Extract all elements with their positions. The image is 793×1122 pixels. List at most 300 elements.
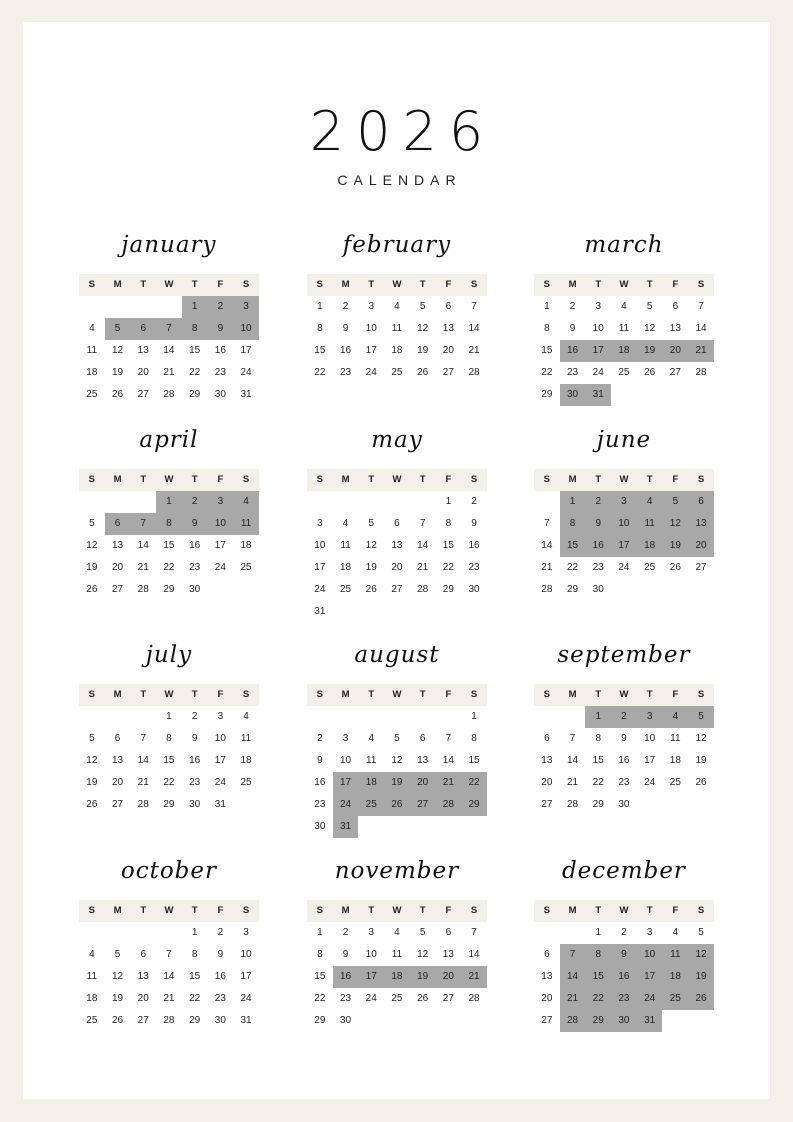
month-september: [534, 642, 714, 842]
day-cell: 7: [569, 733, 576, 744]
day-cell: 15: [468, 755, 480, 766]
weekday-header: T: [646, 689, 653, 700]
day-cell: 28: [417, 584, 429, 595]
weekday-header: S: [88, 905, 96, 916]
day-cell: 14: [417, 540, 429, 551]
day-cell: 14: [468, 949, 480, 960]
weekday-header: S: [88, 474, 96, 485]
day-cell: 12: [417, 323, 429, 334]
day-cell: 21: [163, 993, 175, 1004]
day-cell: 16: [566, 345, 579, 356]
weekday-header: F: [445, 689, 452, 700]
day-cell: 30: [214, 389, 226, 400]
day-cell: 15: [566, 540, 579, 551]
day-cell: 7: [445, 733, 452, 744]
day-cell: 26: [111, 1015, 124, 1026]
day-cell: 26: [644, 367, 656, 378]
day-cell: 24: [339, 799, 352, 810]
day-cell: 23: [189, 777, 201, 788]
month-october: [79, 858, 259, 1058]
day-cell: 22: [163, 562, 175, 573]
day-cell: 19: [644, 345, 656, 356]
day-cell: 22: [314, 367, 326, 378]
weekday-header: T: [140, 905, 147, 916]
day-cell: 14: [541, 540, 553, 551]
day-cell: 13: [442, 949, 454, 960]
weekday-header: F: [672, 689, 679, 700]
day-cell: 19: [417, 345, 429, 356]
day-cell: 1: [569, 496, 576, 507]
day-cell: 9: [621, 733, 627, 744]
day-cell: 10: [644, 733, 656, 744]
weekday-header: T: [646, 905, 653, 916]
day-cell: 16: [214, 345, 226, 356]
day-cell: 9: [621, 949, 627, 960]
day-cell: 19: [86, 562, 98, 573]
day-cell: 20: [695, 540, 707, 551]
day-cell: 19: [695, 971, 707, 982]
day-cell: 31: [644, 1015, 656, 1026]
weekday-header: S: [242, 279, 250, 290]
day-cell: 13: [417, 755, 429, 766]
day-cell: 20: [391, 562, 403, 573]
day-cell: 12: [695, 733, 707, 744]
day-cell: 12: [86, 540, 98, 551]
day-cell: 10: [240, 323, 252, 334]
day-cell: 15: [541, 345, 553, 356]
weekday-header: T: [595, 474, 602, 485]
day-cell: 13: [541, 755, 553, 766]
day-cell: 1: [191, 301, 198, 312]
day-cell: 24: [240, 993, 252, 1004]
day-cell: 8: [317, 323, 323, 334]
day-cell: 21: [417, 562, 429, 573]
calendar-subtitle: CALENDAR: [337, 172, 462, 188]
day-cell: 12: [669, 518, 681, 529]
weekday-header: M: [113, 279, 122, 290]
month-name: march: [584, 232, 664, 258]
day-cell: 20: [417, 777, 429, 788]
day-cell: 13: [111, 755, 124, 766]
day-cell: 7: [471, 927, 477, 938]
day-cell: 28: [541, 584, 553, 595]
day-cell: 25: [365, 799, 377, 810]
day-cell: 27: [442, 367, 454, 378]
day-cell: 24: [214, 777, 226, 788]
weekday-header: S: [242, 689, 250, 700]
day-cell: 21: [695, 345, 707, 356]
day-cell: 6: [114, 733, 121, 744]
weekday-header: T: [140, 279, 147, 290]
day-cell: 30: [592, 584, 604, 595]
day-cell: 9: [217, 323, 224, 334]
day-cell: 28: [137, 584, 149, 595]
weekday-header: F: [217, 474, 224, 485]
day-cell: 4: [243, 496, 249, 507]
day-cell: 13: [137, 345, 149, 356]
weekday-header: T: [419, 689, 426, 700]
day-cell: 9: [342, 949, 349, 960]
day-cell: 16: [618, 971, 630, 982]
day-cell: 29: [189, 1015, 201, 1026]
day-cell: 20: [442, 345, 454, 356]
day-cell: 29: [163, 584, 175, 595]
day-cell: 2: [317, 733, 323, 744]
day-cell: 29: [566, 584, 579, 595]
day-cell: 1: [317, 927, 323, 938]
day-cell: 10: [592, 323, 604, 334]
day-cell: 6: [544, 733, 550, 744]
day-cell: 3: [317, 518, 323, 529]
day-cell: 23: [189, 562, 201, 573]
day-cell: 22: [442, 562, 454, 573]
day-cell: 5: [698, 711, 704, 722]
day-cell: 11: [86, 345, 98, 356]
weekday-header: M: [341, 689, 350, 700]
day-cell: 3: [646, 927, 653, 938]
day-cell: 27: [541, 799, 553, 810]
day-cell: 7: [419, 518, 426, 529]
day-cell: 27: [111, 799, 124, 810]
day-cell: 4: [89, 949, 95, 960]
weekday-header: S: [470, 905, 478, 916]
day-cell: 4: [621, 301, 627, 312]
weekday-header: W: [164, 279, 174, 290]
day-cell: 28: [566, 1015, 579, 1026]
day-cell: 17: [644, 755, 656, 766]
day-cell: 19: [417, 971, 429, 982]
day-cell: 1: [166, 711, 172, 722]
day-cell: 18: [618, 345, 630, 356]
day-cell: 25: [240, 562, 252, 573]
day-cell: 17: [339, 777, 352, 788]
weekday-header: W: [392, 279, 402, 290]
day-cell: 23: [592, 562, 604, 573]
day-cell: 26: [365, 584, 377, 595]
weekday-header: T: [140, 689, 147, 700]
day-cell: 4: [394, 927, 400, 938]
day-cell: 30: [618, 799, 630, 810]
day-cell: 3: [368, 927, 375, 938]
day-cell: 19: [111, 367, 124, 378]
day-cell: 20: [137, 993, 149, 1004]
day-cell: 16: [189, 540, 201, 551]
day-cell: 24: [214, 562, 226, 573]
day-cell: 17: [240, 345, 252, 356]
day-cell: 24: [314, 584, 326, 595]
day-cell: 27: [137, 389, 149, 400]
weekday-header: S: [470, 474, 478, 485]
day-cell: 29: [592, 1015, 604, 1026]
day-cell: 16: [339, 971, 352, 982]
day-cell: 29: [189, 389, 201, 400]
weekday-header: T: [419, 474, 426, 485]
day-cell: 1: [191, 927, 198, 938]
day-cell: 23: [618, 993, 630, 1004]
day-cell: 20: [442, 971, 454, 982]
weekday-header: F: [445, 905, 452, 916]
day-cell: 7: [471, 301, 477, 312]
day-cell: 20: [111, 777, 124, 788]
weekday-header: M: [568, 689, 577, 700]
day-cell: 5: [114, 949, 121, 960]
weekday-header: F: [672, 279, 679, 290]
day-cell: 21: [566, 777, 579, 788]
day-cell: 13: [695, 518, 707, 529]
day-cell: 14: [442, 755, 454, 766]
day-cell: 26: [417, 367, 429, 378]
day-cell: 24: [644, 777, 656, 788]
day-cell: 9: [342, 323, 349, 334]
weekday-header: W: [619, 474, 629, 485]
day-cell: 13: [111, 540, 124, 551]
day-cell: 17: [214, 755, 226, 766]
day-cell: 21: [468, 971, 480, 982]
day-cell: 4: [342, 518, 349, 529]
day-cell: 14: [566, 971, 579, 982]
day-cell: 7: [140, 733, 147, 744]
weekday-header: W: [164, 905, 174, 916]
weekday-header: T: [595, 905, 602, 916]
day-cell: 11: [366, 755, 377, 766]
day-cell: 1: [445, 496, 452, 507]
weekday-header: M: [568, 474, 577, 485]
day-cell: 1: [595, 711, 602, 722]
weekday-header: F: [217, 689, 224, 700]
day-cell: 10: [314, 540, 326, 551]
day-cell: 22: [189, 993, 201, 1004]
day-cell: 14: [137, 540, 149, 551]
weekday-header: W: [164, 689, 174, 700]
month-name: april: [139, 427, 199, 453]
weekday-header: M: [341, 905, 350, 916]
day-cell: 17: [592, 345, 604, 356]
day-cell: 7: [166, 949, 172, 960]
day-cell: 13: [391, 540, 403, 551]
weekday-header: M: [113, 905, 122, 916]
weekday-header: T: [595, 279, 602, 290]
day-cell: 11: [618, 323, 630, 334]
day-cell: 11: [391, 949, 403, 960]
day-cell: 3: [243, 301, 249, 312]
day-cell: 13: [541, 971, 553, 982]
day-cell: 8: [471, 733, 477, 744]
weekday-header: S: [697, 279, 705, 290]
day-cell: 28: [163, 1015, 175, 1026]
day-cell: 5: [419, 301, 426, 312]
day-cell: 30: [468, 584, 480, 595]
day-cell: 10: [339, 755, 352, 766]
weekday-header-row: [307, 684, 487, 706]
day-cell: 9: [191, 733, 198, 744]
day-cell: 28: [566, 799, 579, 810]
weekday-header: S: [543, 689, 551, 700]
day-cell: 29: [163, 799, 175, 810]
day-cell: 25: [240, 777, 252, 788]
day-cell: 5: [89, 733, 95, 744]
day-cell: 16: [468, 540, 480, 551]
day-cell: 19: [111, 993, 124, 1004]
day-cell: 25: [669, 777, 681, 788]
weekday-header: S: [543, 279, 551, 290]
weekday-header: S: [543, 905, 551, 916]
day-cell: 23: [214, 993, 226, 1004]
day-cell: 31: [339, 821, 352, 832]
weekday-header-row: [534, 684, 714, 706]
weekday-header: S: [470, 279, 478, 290]
day-cell: 6: [698, 496, 704, 507]
day-cell: 11: [240, 518, 252, 529]
day-cell: 23: [566, 367, 579, 378]
day-cell: 4: [368, 733, 375, 744]
day-cell: 25: [391, 993, 403, 1004]
day-cell: 19: [695, 755, 707, 766]
day-cell: 2: [621, 711, 627, 722]
month-february: [307, 232, 487, 432]
month-august: [307, 642, 487, 842]
day-cell: 9: [317, 755, 323, 766]
weekday-header: F: [672, 474, 679, 485]
weekday-header: F: [445, 474, 452, 485]
day-cell: 29: [541, 389, 553, 400]
day-cell: 4: [243, 711, 249, 722]
day-cell: 15: [314, 971, 326, 982]
day-cell: 25: [669, 993, 681, 1004]
weekday-header: W: [392, 905, 402, 916]
day-cell: 29: [468, 799, 480, 810]
day-cell: 26: [111, 389, 124, 400]
day-cell: 3: [217, 711, 224, 722]
day-cell: 31: [592, 389, 604, 400]
month-name: february: [342, 232, 452, 258]
weekday-header: T: [646, 279, 653, 290]
day-cell: 13: [669, 323, 681, 334]
year-title: 2026: [309, 100, 496, 163]
weekday-header: T: [191, 474, 198, 485]
day-cell: 2: [342, 927, 349, 938]
month-name: july: [145, 642, 193, 668]
day-cell: 16: [214, 971, 226, 982]
day-cell: 20: [541, 993, 553, 1004]
day-cell: 8: [595, 733, 602, 744]
month-january: [79, 232, 259, 432]
day-cell: 2: [471, 496, 477, 507]
day-cell: 10: [618, 518, 630, 529]
day-cell: 1: [471, 711, 477, 722]
day-cell: 20: [669, 345, 681, 356]
day-cell: 15: [163, 540, 175, 551]
day-cell: 3: [595, 301, 602, 312]
day-cell: 16: [592, 540, 604, 551]
weekday-header: M: [113, 474, 122, 485]
day-cell: 15: [163, 755, 175, 766]
weekday-header-row: [534, 900, 714, 922]
day-cell: 9: [595, 518, 602, 529]
weekday-header: T: [368, 905, 375, 916]
month-november: [307, 858, 487, 1058]
day-cell: 6: [140, 323, 147, 334]
day-cell: 6: [544, 949, 550, 960]
weekday-header: S: [242, 474, 250, 485]
weekday-header: T: [595, 689, 602, 700]
day-cell: 12: [644, 323, 656, 334]
weekday-header: W: [164, 474, 174, 485]
day-cell: 21: [468, 345, 480, 356]
day-cell: 18: [339, 562, 352, 573]
day-cell: 10: [240, 949, 252, 960]
day-cell: 24: [644, 993, 656, 1004]
day-cell: 23: [339, 993, 352, 1004]
day-cell: 3: [342, 733, 349, 744]
day-cell: 16: [189, 755, 201, 766]
day-cell: 3: [243, 927, 249, 938]
month-april: [79, 427, 259, 627]
month-name: september: [557, 642, 691, 668]
day-cell: 18: [644, 540, 656, 551]
weekday-header-row: [307, 469, 487, 491]
weekday-header-row: [79, 274, 259, 296]
day-cell: 27: [541, 1015, 553, 1026]
day-cell: 24: [365, 993, 377, 1004]
day-cell: 12: [695, 949, 707, 960]
day-cell: 11: [670, 733, 681, 744]
day-cell: 19: [391, 777, 403, 788]
day-cell: 15: [442, 540, 454, 551]
day-cell: 21: [566, 993, 579, 1004]
weekday-header: W: [392, 474, 402, 485]
day-cell: 12: [365, 540, 377, 551]
month-name: june: [596, 427, 652, 453]
day-cell: 11: [670, 949, 681, 960]
weekday-header-row: [307, 900, 487, 922]
day-cell: 21: [137, 562, 149, 573]
day-cell: 23: [339, 367, 352, 378]
day-cell: 10: [644, 949, 656, 960]
day-cell: 4: [394, 301, 400, 312]
day-cell: 23: [618, 777, 630, 788]
day-cell: 3: [621, 496, 627, 507]
day-cell: 17: [644, 971, 656, 982]
day-cell: 7: [166, 323, 172, 334]
weekday-header: F: [672, 905, 679, 916]
day-cell: 29: [314, 1015, 326, 1026]
day-cell: 26: [417, 993, 429, 1004]
day-cell: 8: [569, 518, 576, 529]
day-cell: 10: [214, 518, 226, 529]
weekday-header: W: [619, 689, 629, 700]
day-cell: 29: [592, 799, 604, 810]
day-cell: 26: [86, 799, 98, 810]
day-cell: 8: [166, 733, 172, 744]
day-cell: 18: [86, 993, 98, 1004]
weekday-header: M: [568, 279, 577, 290]
weekday-header-row: [79, 684, 259, 706]
day-cell: 21: [442, 777, 454, 788]
month-june: [534, 427, 714, 627]
day-cell: 15: [189, 345, 201, 356]
day-cell: 2: [191, 496, 198, 507]
day-cell: 17: [365, 971, 377, 982]
day-cell: 22: [189, 367, 201, 378]
day-cell: 8: [317, 949, 323, 960]
day-cell: 8: [191, 323, 198, 334]
weekday-header: T: [368, 279, 375, 290]
weekday-header: S: [88, 689, 96, 700]
day-cell: 1: [544, 301, 550, 312]
day-cell: 11: [240, 733, 252, 744]
day-cell: 25: [391, 367, 403, 378]
day-cell: 12: [417, 949, 429, 960]
